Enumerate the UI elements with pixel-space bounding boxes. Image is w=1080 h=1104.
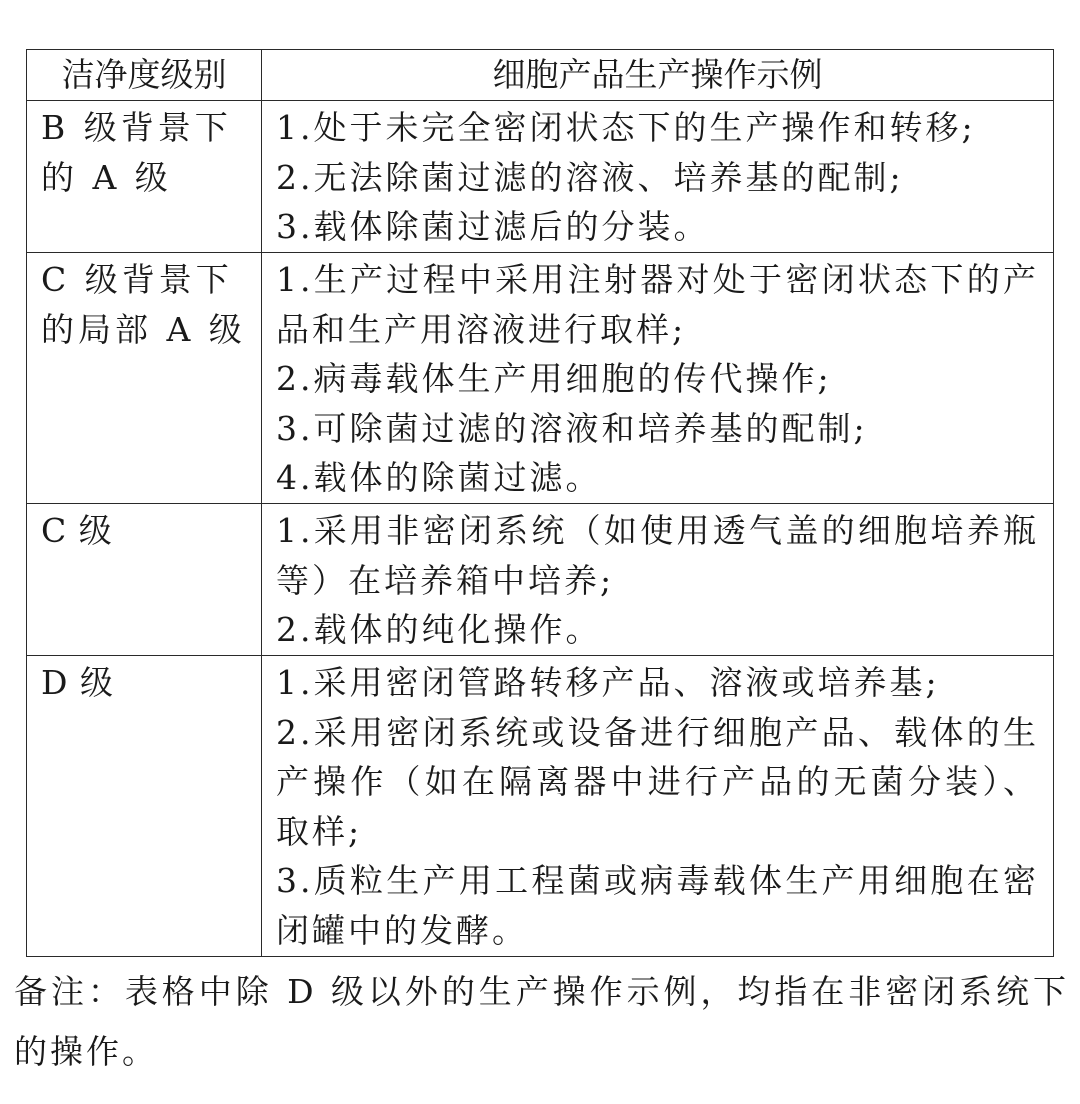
- operations-cell: [262, 253, 1054, 504]
- operation-item: 1.处于未完全密闭状态下的生产操作和转移;: [276, 108, 976, 147]
- table-row: [27, 101, 1054, 253]
- operation-item: 4.载体的除菌过滤。: [276, 458, 602, 497]
- grade-cell: D 级: [27, 656, 262, 957]
- grade-cell: B 级背景下的 A 级: [27, 101, 262, 253]
- header-operation-examples: 细胞产品生产操作示例: [262, 50, 1054, 101]
- grade-cell: C 级背景下的局部 A 级: [27, 253, 262, 504]
- operations-cell: [262, 656, 1054, 957]
- operations-cell: [262, 504, 1054, 656]
- cleanliness-operations-table: [26, 49, 1054, 957]
- operations-cell: [262, 101, 1054, 253]
- operation-item: 2.病毒载体生产用细胞的传代操作;: [276, 359, 832, 398]
- operation-item: 1.生产过程中采用注射器对处于密闭状态下的产品和生产用溶液进行取样;: [276, 260, 1039, 349]
- table-row: [27, 504, 1054, 656]
- header-cleanliness-grade: 洁净度级别: [27, 50, 262, 101]
- table-footnote: 备注：表格中除 D 级以外的生产操作示例，均指在非密闭系统下的操作。: [14, 972, 1069, 1071]
- operation-item: 2.载体的纯化操作。: [276, 610, 602, 649]
- operation-item: 2.无法除菌过滤的溶液、培养基的配制;: [276, 157, 904, 197]
- operation-item: 1.采用非密闭系统（如使用透气盖的细胞培养瓶等）在培养箱中培养;: [276, 511, 1039, 600]
- table-row: [27, 656, 1054, 957]
- grade-cell: C 级: [27, 504, 262, 656]
- operation-item: 3.可除菌过滤的溶液和培养基的配制;: [276, 408, 868, 448]
- table-header-row: [27, 50, 1054, 101]
- operation-item: 3.载体除菌过滤后的分装。: [276, 207, 710, 246]
- operation-item: 1.采用密闭管路转移产品、溶液或培养基;: [276, 663, 940, 702]
- operation-item: 2.采用密闭系统或设备进行细胞产品、载体的生产操作（如在隔离器中进行产品的无菌分装）、取样;: [276, 712, 1039, 851]
- table-row: [27, 253, 1054, 504]
- operation-item: 3.质粒生产用工程菌或病毒载体生产用细胞在密闭罐中的发酵。: [276, 861, 1039, 950]
